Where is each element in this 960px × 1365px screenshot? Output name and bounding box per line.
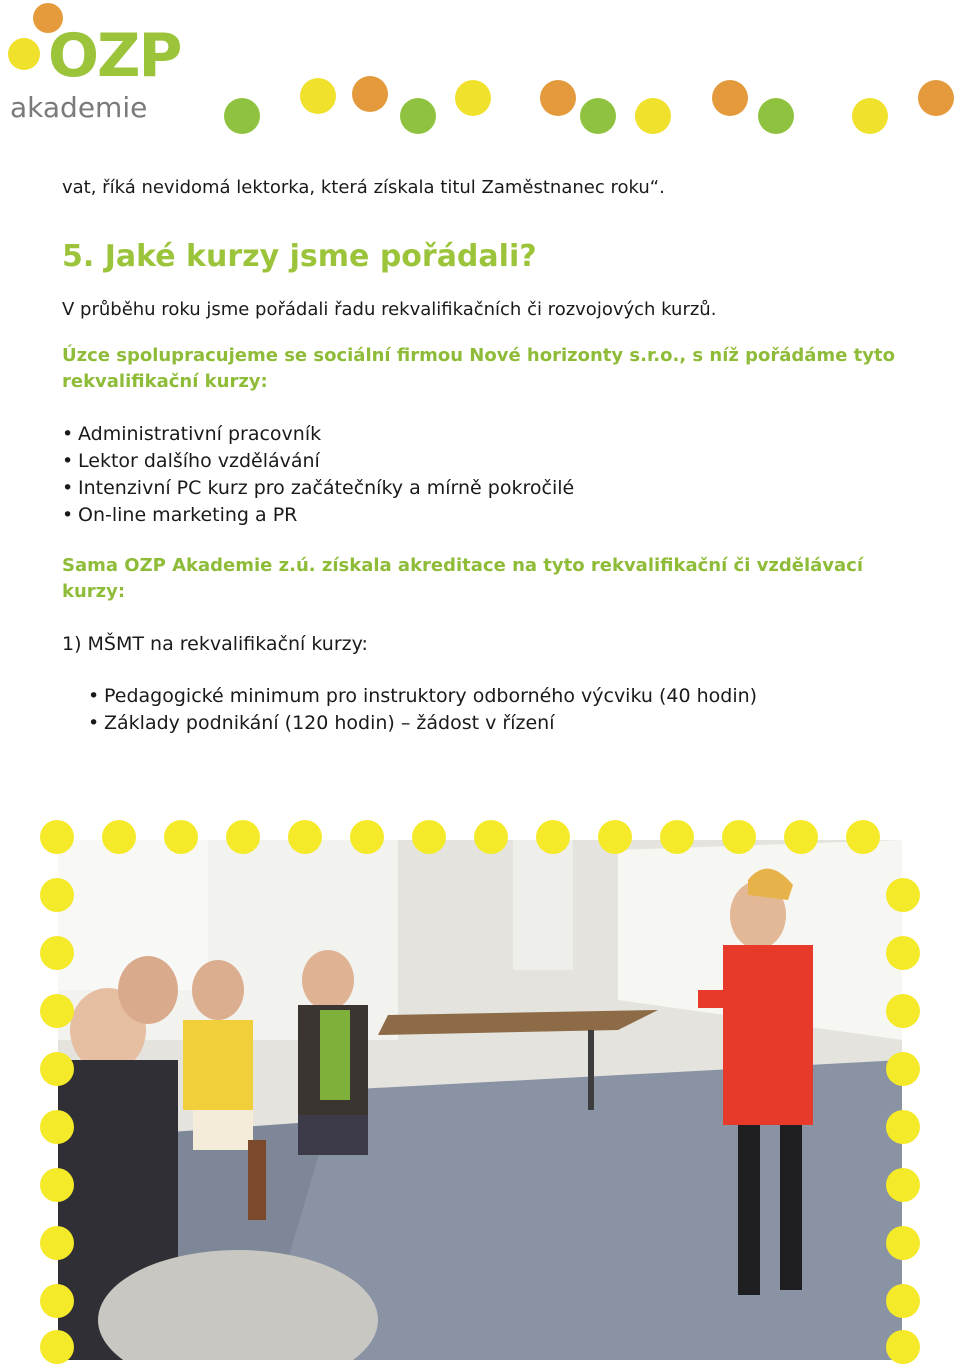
frame-dot-icon — [886, 1052, 920, 1086]
decor-dot-icon — [224, 98, 260, 134]
frame-dot-icon — [886, 1330, 920, 1364]
frame-dot-icon — [350, 820, 384, 854]
frame-dot-icon — [40, 936, 74, 970]
decor-dot-icon — [918, 80, 954, 116]
frame-dot-icon — [40, 1330, 74, 1364]
decor-dot-icon — [352, 76, 388, 112]
list-item: • Lektor dalšího vzdělávání — [62, 448, 912, 475]
msmt-course-list — [88, 683, 912, 737]
decor-dot-icon — [580, 98, 616, 134]
frame-dot-icon — [886, 994, 920, 1028]
decor-dot-icon — [400, 98, 436, 134]
frame-dot-icon — [40, 1052, 74, 1086]
main-content — [62, 175, 912, 737]
accreditation-intro: Sama OZP Akademie z.ú. získala akreditace na tyto rekvalifikační či vzdělávací kurzy: — [62, 555, 863, 602]
paragraph-courses-overview: V průběhu roku jsme pořádali řadu rekvalifikačních či rozvojových kurzů. — [62, 299, 717, 320]
frame-dot-icon — [40, 1168, 74, 1202]
frame-dot-icon — [40, 820, 74, 854]
frame-dot-icon — [412, 820, 446, 854]
decor-dot-icon — [300, 78, 336, 114]
list-item: • Administrativní pracovník — [62, 421, 912, 448]
frame-dot-icon — [40, 1110, 74, 1144]
list-item: • Pedagogické minimum pro instruktory odborného výcviku (40 hodin) — [88, 683, 912, 710]
decor-dot-icon — [540, 80, 576, 116]
frame-dot-icon — [40, 994, 74, 1028]
frame-dot-icon — [598, 820, 632, 854]
decor-dot-icon — [712, 80, 748, 116]
logo-subtitle-text: akademie — [10, 91, 148, 124]
msmt-label: 1) MŠMT na rekvalifikační kurzy: — [62, 633, 368, 655]
frame-dot-icon — [164, 820, 198, 854]
lecture-photo-icon — [58, 840, 902, 1360]
frame-dot-icon — [886, 1110, 920, 1144]
frame-dot-icon — [474, 820, 508, 854]
frame-dot-icon — [886, 1168, 920, 1202]
list-item: • Základy podnikání (120 hodin) – žádost v řízení — [88, 710, 912, 737]
logo-brand-text: OZP — [48, 21, 181, 91]
frame-dot-icon — [536, 820, 570, 854]
frame-dot-icon — [886, 878, 920, 912]
frame-dot-icon — [722, 820, 756, 854]
frame-dot-icon — [288, 820, 322, 854]
photo-illustration — [58, 840, 902, 1360]
header-decorative-dots — [0, 0, 960, 140]
decor-dot-icon — [852, 98, 888, 134]
decor-dot-icon — [758, 98, 794, 134]
frame-dot-icon — [846, 820, 880, 854]
partner-intro: Úzce spolupracujeme se sociální firmou Nové horizonty s.r.o., s níž pořádáme tyto rekvalifikační kurzy: — [62, 345, 895, 392]
photo-frame — [40, 820, 920, 1365]
frame-dot-icon — [886, 1284, 920, 1318]
frame-dot-icon — [102, 820, 136, 854]
course-list — [62, 421, 912, 529]
list-item: • On-line marketing a PR — [62, 502, 912, 529]
section-heading: 5. Jaké kurzy jsme pořádali? — [62, 239, 537, 274]
frame-dot-icon — [886, 936, 920, 970]
decor-dot-icon — [635, 98, 671, 134]
frame-dot-icon — [226, 820, 260, 854]
list-item: • Intenzivní PC kurz pro začátečníky a mírně pokročilé — [62, 475, 912, 502]
frame-dot-icon — [784, 820, 818, 854]
frame-dot-icon — [40, 1226, 74, 1260]
decor-dot-icon — [455, 80, 491, 116]
frame-dot-icon — [40, 1284, 74, 1318]
frame-dot-icon — [886, 1226, 920, 1260]
intro-text: vat, říká nevidomá lektorka, která získala titul Zaměstnanec roku“. — [62, 177, 665, 198]
frame-dot-icon — [660, 820, 694, 854]
frame-dot-icon — [40, 878, 74, 912]
